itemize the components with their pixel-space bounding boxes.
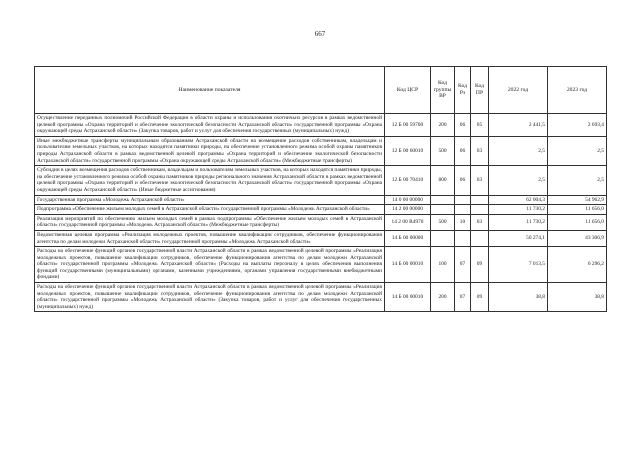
row-2023: 11 656,0 xyxy=(548,205,607,215)
row-rz: 06 xyxy=(455,114,471,137)
page-number: 667 xyxy=(314,30,326,38)
row-vr: 800 xyxy=(431,166,455,195)
row-pr xyxy=(471,195,489,205)
row-vr xyxy=(431,195,455,205)
row-csr: 12 Б 00 59700 xyxy=(385,114,431,137)
row-rz: 06 xyxy=(455,166,471,195)
row-pr: 09 xyxy=(471,247,489,283)
row-vr: 100 xyxy=(431,247,455,283)
row-csr: 12 Б 00 60010 xyxy=(385,136,431,165)
row-rz xyxy=(455,230,471,246)
budget-table xyxy=(34,66,607,312)
row-csr: 14 Б 00 00000 xyxy=(385,230,431,246)
row-pr xyxy=(471,205,489,215)
row-csr: 14 2 00 00000 xyxy=(385,205,431,215)
row-rz: 07 xyxy=(455,247,471,283)
header-2022: 2022 год xyxy=(489,67,548,114)
header-pr: Код ПР xyxy=(471,67,489,114)
row-2022: 62 004,3 xyxy=(489,195,548,205)
row-pr xyxy=(471,230,489,246)
row-pr: 09 xyxy=(471,283,489,312)
row-vr: 500 xyxy=(431,136,455,165)
row-csr: 14 Б 00 00010 xyxy=(385,283,431,312)
row-2022: 50 274,1 xyxy=(489,230,548,246)
table-row xyxy=(35,205,607,215)
row-vr xyxy=(431,230,455,246)
row-2022: 11 730,2 xyxy=(489,205,548,215)
row-2023: 38,8 xyxy=(548,283,607,312)
header-2023: 2023 год xyxy=(548,67,607,114)
table-row xyxy=(35,136,607,165)
row-vr: 500 xyxy=(431,214,455,230)
row-pr: 05 xyxy=(471,114,489,137)
row-name: Ведомственная целевая программа «Реализация молодежных проектов, повышение квалификации сотрудников, обеспечение функционирования агентства по делам молодежи Астраханской области» государственной программы «Молодежь Астраханской области» xyxy=(35,230,385,246)
row-2022: 11 730,2 xyxy=(489,214,548,230)
row-csr: 14 Б 00 00010 xyxy=(385,247,431,283)
row-name: Иные межбюджетные трансферты муниципальным образованиям Астраханской области на возмещение расходов собственникам, владельцам и пользователям земельных участков, на которых находятся памятники природы, на обеспечение установленного режима особой охраны памятников природы Астраханской области в рамках ведомственной целевой программы «Охрана территорий и обеспечение экологической безопасности Астраханской области» государственной программы «Охрана окружающей среды Астраханской области» (Межбюджетные трансферты) xyxy=(35,136,385,165)
row-name: Осуществление переданных полномочий Российской Федерации в области охраны и использования охотничьих ресурсов в рамках ведомственной целевой программы «Охрана территорий и обеспечение экологической безопасности Астраханской области» государственной программы «Охрана окружающей среды Астраханской области» (Закупка товаров, работ и услуг для обеспечения государственных (муниципальных) нужд) xyxy=(35,114,385,137)
row-2023: 54 962,9 xyxy=(548,195,607,205)
row-csr: 12 Б 00 70410 xyxy=(385,166,431,195)
row-name: Расходы на обеспечение функций органов государственной власти Астраханской области в рамках ведомственной целевой программы «Реализация молодежных проектов, повышение квалификации сотрудников, обеспечение функционирования агентства по делам молодежи Астраханской области» государственной программы «Молодежь Астраханской области» (Закупка товаров, работ и услуг для обеспечения государственных (муниципальных) нужд) xyxy=(35,283,385,312)
row-2023: 43 306,9 xyxy=(548,230,607,246)
table-row xyxy=(35,114,607,137)
row-2023: 6 296,2 xyxy=(548,247,607,283)
row-rz: 06 xyxy=(455,136,471,165)
row-2023: 11 656,0 xyxy=(548,214,607,230)
table-row xyxy=(35,214,607,230)
row-rz: 07 xyxy=(455,283,471,312)
row-2022: 2 441,5 xyxy=(489,114,548,137)
table-row xyxy=(35,166,607,195)
row-2022: 2,5 xyxy=(489,166,548,195)
row-pr: 03 xyxy=(471,136,489,165)
row-2022: 7 013,5 xyxy=(489,247,548,283)
row-name: Расходы на обеспечение функций органов государственной власти Астраханской области в рамках ведомственной целевой программы «Реализация молодежных проектов, повышение квалификации сотрудников, обеспечение функционирования агентства по делам молодежи Астраханской области» государственной программы «Молодежь Астраханской области» (Расходы на выплаты персоналу в целях обеспечения выполнения функций государственными (муниципальными) органами, казенными учреждениями, органами управления государственными внебюджетными фондами) xyxy=(35,247,385,283)
table-row xyxy=(35,195,607,205)
row-csr: 14 2 00 R4970 xyxy=(385,214,431,230)
table-row xyxy=(35,283,607,312)
row-name: Субсидии в целях возмещения расходов собственникам, владельцам и пользователям земельных участков, на которых находятся памятники природы, на обеспечение установленного режима особой охраны памятников природы регионального значения Астраханской области в рамках ведомственной целевой программы «Охрана территорий и обеспечение экологической безопасности Астраханской области» государственной программы «Охрана окружающей среды Астраханской области» (Иные бюджетные ассигнования) xyxy=(35,166,385,195)
header-rz: Код Рз xyxy=(455,67,471,114)
row-pr: 03 xyxy=(471,166,489,195)
row-2023: 2 693,4 xyxy=(548,114,607,137)
row-vr: 200 xyxy=(431,283,455,312)
row-rz xyxy=(455,195,471,205)
row-vr xyxy=(431,205,455,215)
row-2023: 2,5 xyxy=(548,136,607,165)
table-row xyxy=(35,230,607,246)
table-row xyxy=(35,247,607,283)
row-2023: 2,5 xyxy=(548,166,607,195)
header-csr: Код ЦСР xyxy=(385,67,431,114)
row-csr: 14 0 00 00000 xyxy=(385,195,431,205)
table-header-row xyxy=(35,67,607,114)
row-rz: 10 xyxy=(455,214,471,230)
row-name: Подпрограмма «Обеспечение жильем молодых семей в Астраханской области» государственной программы «Молодежь Астраханской области» xyxy=(35,205,385,215)
row-vr: 200 xyxy=(431,114,455,137)
row-2022: 38,8 xyxy=(489,283,548,312)
row-name: Реализация мероприятий по обеспечению жильем молодых семей в рамках подпрограммы «Обеспечение жильем молодых семей в Астраханской области» государственной программы «Молодежь Астраханской области» (Межбюджетные трансферты) xyxy=(35,214,385,230)
row-name: Государственная программа «Молодежь Астраханской области» xyxy=(35,195,385,205)
row-pr: 03 xyxy=(471,214,489,230)
row-2022: 2,5 xyxy=(489,136,548,165)
header-name: Наименование показателя xyxy=(35,67,385,114)
header-vr: Код группы ВР xyxy=(431,67,455,114)
row-rz xyxy=(455,205,471,215)
